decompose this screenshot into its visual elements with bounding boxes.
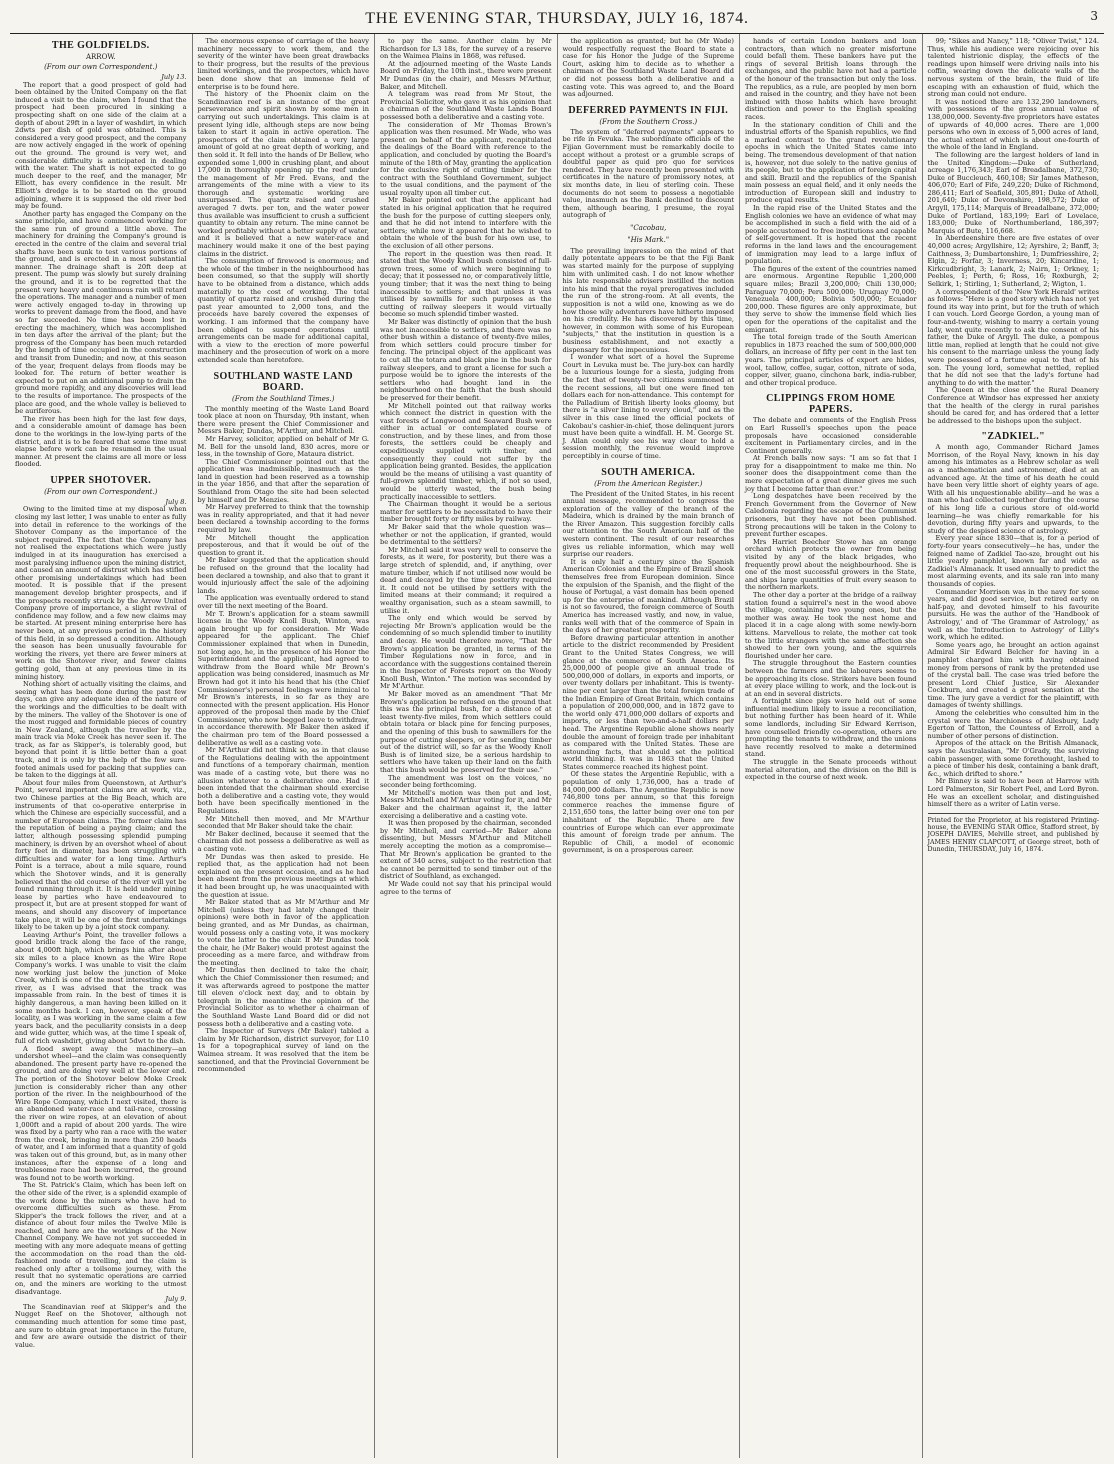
article-paragraph: The Chairman thought it would be a serious matter for settlers to be necessitated to have their timber brought forty or fifty miles by railway.	[380, 500, 552, 524]
article-paragraph: The debate and comments of the English Press on Earl Russell's speeches upon the peace proposals have occasioned considerable excitement in Parliamentary circles, and in the Continent generally.	[745, 416, 917, 455]
column-1	[10, 34, 193, 1458]
article-paragraph: The report that a good prospect of gold had been obtained by the United Company on the flat induced a visit to the claim, when I found that the prospect had been procured in sinking a prospecting shaft on one side of the claim at a depth of about 29ft in a layer of washdirt, in which 2dwts per dish of gold was obtained. This is considered a very good prospect, and the company are now actively engaged in the work of opening out the ground. The ground is very wet, and considerable difficulty is anticipated in dealing with the water. The shaft is not expected to go much deeper to the reef, and the manager, Mr Elliott, has every confidence in the result. Mr Elliott's dredge is to be started on the ground adjoining, where it is supposed the old river bed may be found.	[15, 80, 187, 211]
signature-line: "His Mark."	[627, 235, 670, 244]
article-paragraph: Mr Baker said that the whole question was—whether or not the application, if granted, would be detrimental to the settlers?	[380, 523, 552, 547]
article-paragraph: Mr Baker declined, because it seemed that the chairman did not possess a deliberative as well as a casting vote.	[197, 829, 369, 853]
article-paragraph: At French balls now says: "I am so fat that I pray for a disappointment to make me thin. No sooner does the disappointment come than the mere expectation of a great dinner gives me such joy that I become fatter than ever."	[745, 454, 917, 493]
article-heading: THE GOLDFIELDS.	[51, 40, 150, 51]
article-paragraph: Mr Dundas then declined to take the chair, which the Chief Commissioner then resumed; and it was afterwards agreed to postpone the matter till eleven o'clock next day, and to obtain by telegraph in the meantime the opinion of the Provincial Solicitor as to whether a chairman of the Southland Waste Land Board did or did not possess both a deliberative and a casting vote.	[197, 966, 369, 1028]
article-paragraph: The only end which would be served by rejecting Mr Brown's application would be the condemning of so much splendid timber to inutility and decay. He would therefore move, "That Mr Brown's application be granted, in terms of the Timber Regulations now in force, and in accordance with the suggestions contained therein in the Inspector of Forests report on the Woody Knoll Bush, Winton." The motion was seconded by Mr M'Arthur.	[380, 614, 552, 691]
article-paragraph: Mr Mitchell's motion was then put and lost, Messrs Mitchell and M'Arthur voting for it, and Mr Baker and the chairman against it, the latter exercising a deliberative and a casting vote.	[380, 788, 552, 820]
column-4	[558, 34, 741, 1458]
article-paragraph: It was noticed there are 132,290 landowners, with possessions of the gross annual value of 138,000,000. Seventy-five proprietors have estates of upwards of 40,000 acres. There are 1,000 persons who own in excess of 5,000 acres of land, the actual extent of which is about one-fourth of the whole of the land in England.	[927, 97, 1099, 152]
article-heading: CLIPPINGS FROM HOME PAPERS.	[766, 393, 896, 416]
article-paragraph: Mr Mitchell then moved, and Mr M'Arthur seconded that Mr Baker should take the chair.	[197, 814, 369, 831]
article-paragraph: A month ago, Commander Richard James Morrison, of the Royal Navy, known in his day among his intimates as a Hebrew scholar as well as a mathematician and astronomer, died at an advanced age. At the time of his death he could have been very little short of eighty years of age. With all his unquestionable ability—and he was a man who had collected together during the course of his long life a curious store of old-world learning—he was chiefly remarkable for his devotion, during fifty years and upwards, to the study of the despised science of astrology.	[927, 443, 1099, 535]
column-3	[375, 34, 558, 1458]
article-source: (From our own Correspondent.)	[44, 487, 158, 496]
article-paragraph: The President of the United States, in his recent annual message, recommended to congress the exploration of the valley of the branch of the Madeira, which is drained by the main branch of the River Amazon. This suggestion forcibly calls our attention to the South American half of the western continent. The result of our researches gives us reliable information, which may well surprise our readers.	[562, 489, 734, 559]
article-paragraph: A fortnight since pigs were held out of some influential medium likely to issue a reconciliation, but nothing further has been heard of it. While some landlords, including Sir Edward Kerrison, have counselled friendly co-operation, others are prompting the tenants to withdraw, and the unions have recently resolved to make a determined stand.	[745, 697, 917, 759]
article-paragraph: Before drawing particular attention in another article to the district recommended by President Grant to the United States Congress, we will glance at the commerce of South America. Its 25,000,000 of people give an annual trade of 500,000,000 of dollars, in exports and imports, or over twenty dollars per inhabitant. This is twenty-nine per cent larger than the total foreign trade of the Indian Empire of Great Britain, which contains a population of 200,000,000, and in 1872 gave to the world only 471,000,000 dollars of exports and imports, or less than two-and-a-half dollars per head. The Argentine Republic alone shows nearly double the amount of foreign trade per inhabitant as compared with the United States. These are astounding facts, that should set the political world thinking. It was in 1863 that the United States commerce reached its highest point.	[562, 633, 734, 771]
article-paragraph: The prevailing impression on the mind of that daily potentate appears to be that the Fiji Bank was started mainly for the purpose of supplying him with unlimited cash. I do not know whether his late responsible advisers instilled the notion into his mind that the royal prerogatives included the run of the strong-room. At all events, the supposition is not a wild one, knowing as we do how those wily adventurers have hitherto imposed on his credulity. He has discovered by this time, however, in common with some of his European "subjects," that the institution in question is a business establishment, and not exactly a dispensary for the impecunious.	[562, 246, 734, 354]
article-paragraph: Mr M'Arthur did not think so, as in that clause of the Regulations dealing with the appointment and functions of a temporary chairman, mention was made of a casting vote, but there was no allusion whatever to a deliberative one. Had it been intended that the chairman should exercise both a deliberative and a casting vote, they would both have been specifically mentioned in the Regulations.	[197, 746, 369, 815]
printer-imprint	[928, 813, 1100, 853]
article-heading: SOUTH AMERICA.	[601, 466, 696, 478]
article-paragraph: The consideration of Mr Thomas Brown's application was then resumed. Mr Wade, who was present on behalf of the applicant, recapitulated the dealings of the Board with reference to the application, and concluded by quoting the Board's minute of the 18th of May, granting the application for the exclusive right of cutting timber for the contract with the Southland Government, subject to the usual conditions, and the payment of the usual royalty upon all timber cut.	[380, 120, 552, 197]
article-paragraph: Among the celebrities who consulted him in the crystal were the Marchioness of Ailesbury, Lady Egerton of Tatton, the Countess of Erroll, and a number of other persons of distinction.	[927, 709, 1099, 740]
article-paragraph: The monthly meeting of the Waste Land Board took place at noon on Thursday, 9th instant, when there were present the Chief Commissioner and Messrs Baker, Dundas, M'Arthur, and Mitchell.	[197, 404, 369, 436]
article-paragraph: The Inspector of Surveys (Mr Baker) tabled a claim by Mr Richardson, district surveyor, for L10 1s for a topographical survey of land on the Waimea stream. It was resolved that the item be sanctioned, and that the Provincial Government be recommended	[197, 1027, 369, 1074]
article-paragraph: A telegram was read from Mr Stout, the Provincial Solicitor, who gave it as his opinion that a chairman of the Southland Waste Lands Board possessed both a deliberative and a casting vote.	[380, 90, 552, 121]
article-paragraph: Another party has engaged the Company on the same principle, and have commenced working for the same run of ground a little above. The machinery for draining the Company's ground is erected in the centre of the claim and several trial shafts have been sunk to test various portions of the ground, and is erected in a most substantial manner. The drainage shaft is 20ft deep at present. The pump was slowly but surely draining the ground, and it is to be regretted that the present very heavy and continuous rain will retard the operations. The manager and a number of men were actively engaged to-day in throwing up works to prevent damage from the flood, and have so far succeeded. No time has been lost in erecting the machinery, which was accomplished in ten days after the arrival of the plant; but the progress of the Company has been much retarded by the length of time occupied in the construction and transit from Dunedin; and now, at this season of the year, frequent delays from floods may be looked for. The return of better weather is expected to put on an additional pump to drain the ground more rapidly, and any discoveries will lead to the results of importance. The prospects of the place are good, and the whole valley is believed to be auriferous.	[15, 209, 187, 416]
article-paragraph: The other day a porter at the bridge of a railway station found a squirrel's nest in the wood above the village, containing two young ones, but the mother was away. He took the nest home and placed it in a cage along with some newly-born kittens. Marvellous to relate, the mother cat took to the little strangers with the same affection she showed to her own young, and the squirrels flourished under her care.	[745, 590, 917, 660]
article-paragraph: It was then proposed by the chairman, seconded by Mr Mitchell, and carried—Mr Baker alone dissenting, but Messrs M'Arthur and Mitchell merely accepting the motion as a compromise—That Mr Brown's application be granted to the extent of 340 acres, subject to the restriction that he cannot be permitted to send timber out of the district of Southland, as exchanged.	[380, 819, 552, 881]
article-source: (From the American Register.)	[594, 479, 703, 488]
article-source: (From the Southland Times.)	[232, 394, 335, 403]
dateline: July 13.	[161, 73, 187, 81]
article-paragraph: Mr Baker pointed out that the applicant had stated in his original application that he required the bush for the purpose of cutting sleepers only, and that he did not intend to interfere with the settlers; while now it appeared that he wished to obtain the whole of the bush for his own use, to the exclusion of all other persons.	[380, 196, 552, 251]
article-paragraph: The Chief Commissioner pointed out that the application was inadmissible, inasmuch as the land in question had been reserved as a township in the year 1856, and that after the separation of Southland from Otago the site had been selected by himself and Dr Menzies.	[197, 457, 369, 504]
column-6	[923, 34, 1105, 1458]
article-paragraph: Nothing short of actually visiting the claims, and seeing what has been done during the past few days, can give any adequate idea of the nature of the workings and the difficulties to be dealt with by the miners. The valley of the Shotover is one of the most rugged and formidable pieces of country in New Zealand, although the traveller by the main track via Moke Creek has never seen it. The track, as far as Skipper's, is tolerably good, but beyond that point it is little better than a goat track, and it is only by the help of the few sure-footed animals used for packing that supplies can be taken to the diggings at all.	[15, 680, 187, 780]
article-subhead: ARROW.	[85, 53, 116, 61]
article-heading: UPPER SHOTOVER.	[50, 474, 152, 486]
article-paragraph: Of these states the Argentine Republic, with a population of only 1,736,000, has a trade of 84,000,000 dollars. The Argentine Republic is now 746,800 tons per annum, so that this foreign commerce reaches the immense figure of 2,151,650 tons, the latter being over one ton per inhabitant of the Republic. There are few countries of Europe which can ever approximate this amount of foreign trade per annum. The Republic of Chili, a model of economic government, is on a prosperous career.	[562, 770, 734, 855]
article-paragraph: 99; "Sikes and Nancy," 118; "Oliver Twist," 124. Thus, while his audience were rejoicing over his talented histrionic display, the effects of the readings upon himself were driving nails into his coffin, wearing down the delicate walls of the nervous system of the brain, the fluid of life escaping with an exhaustion of fluid, which the strong man could not endure.	[927, 37, 1099, 99]
article-paragraph: Mr T. Brown's application for a steam sawmill license in the Woody Knoll Bush, Winton, was again brought up for consideration. Mr Wade appeared for the applicant. The Chief Commissioner explained that when in Dunedin, not long ago, he, in the presence of his Honor the Superintendent and the applicant, had agreed to withdraw from the Board while Mr Brown's application was being considered, inasmuch as Mr Brown had got it into his head that his (the Chief Commissioner's) personal feelings were inimical to Mr Brown's interests, in so far as they are connected with the present application. His Honor approved of the proposal then made by the Chief Commissioner, who now begged leave to withdraw, in accordance therewith. Mr Baker then asked if the chairman pro tem of the Board possessed a deliberative as well as a casting vote.	[197, 609, 369, 747]
signature-line: "Cacobau,	[630, 223, 667, 232]
dateline: July 9.	[165, 1295, 187, 1304]
article-paragraph: Long despatches have been received by the French Government from the Governor of New Caledonia regarding the escape of the Communist prisoners, but they have not been published. Strong precautions will be taken in the Colony to prevent further escapes.	[745, 492, 917, 539]
article-heading: "ZADKIEL."	[981, 431, 1046, 443]
page-number: 3	[1090, 9, 1098, 23]
article-paragraph: About four miles from Queenstown, at Arthur's Point, several important claims are at work, viz., two Chinese parties at the Big Beach, which are instruments of that co-operative enterprise in which the Chinese are especially successful, and a number of European claims. The former claim has the reputation of being a paying claim; and the latter, although possessing splendid pumping machinery, is driven by an overshot wheel of about forty feet in diameter, has been struggling with difficulties and water for a long time. Arthur's Point is a terrace, about a mile square, round which the Shotover winds, and it is generally believed that the old course of the river will yet be found running through it. It is held under mining lease by parties who have endeavoured to prospect it, but are at present stopped for want of means, and should any discovery of importance take place, it will be one of the first undertakings likely to be taken up by a joint stock company.	[15, 778, 187, 932]
masthead-title: THE EVENING STAR, THURSDAY, JULY 16, 1874.	[365, 10, 749, 27]
column-2	[193, 34, 376, 1458]
imprint-text: Printed for the Proprietor, at his registered Printing-house, the EVENING STAR Office, Stafford street, by JOSEPH DAVIES, Melville street, and published by JAMES HENRY CLAPCOTT, of George street, both of Dunedin, THURSDAY, July 16, 1874.	[927, 816, 1099, 853]
column-container	[10, 34, 1104, 1454]
article-paragraph: Mr Wade could not say that his principal would agree to the terms of	[380, 879, 552, 896]
article-paragraph: Mr Mitchell pointed out that railway works which connect the district in question with the vast forests of Longwood and Seaward Bush were either in actual or contemplated course of construction, and by these lines, and from those forests, the settlers could be cheaply and expeditiously supplied with timber, and consequently they could not suffer by the application being granted. Besides, the application would be the means of utilising a vast quantity of full-grown splendid timber, which, if not so used, would be utterly wasted, the bush being practically inaccessible to settlers.	[380, 401, 552, 501]
article-paragraph: The figures of the extent of the countries named are enormous. Argentine Republic 1,200,000 square miles; Brazil 3,200,000; Chili 130,000; Paraguay 70,000; Peru 500,000; Uruguay 70,000; Venezuela 400,000; Bolivia 500,000; Ecuador 200,000. These figures are only approximate, but they serve to show the immense field which lies open for the operations of the capitalist and the emigrant.	[745, 264, 917, 334]
article-source: (From our own Correspondent.)	[44, 63, 158, 71]
article-paragraph: The struggle throughout the Eastern counties between the farmers and the labourers seems to be approaching its close. Strikers have been found at every place willing to work, and the lock-out is at an end in several districts.	[745, 659, 917, 698]
article-paragraph: to pay the same. Another claim by Mr Richardson for L3 18s, for the survey of a reserve on the Waimea Plains in 1868, was refused.	[380, 37, 552, 61]
article-paragraph: The enormous expense of carriage of the heavy machinery necessary to work them, and the severity of the winter have been great drawbacks to their progress, but the results of the previous limited workings, and the prospectors, which have been done show that an immense field of enterprise is to be found here.	[197, 37, 369, 91]
article-paragraph: In Aberdeenshire there are five estates of over 40,000 acres; Argyllshire, 12; Ayrshire, 2; Banff, 3; Caithness, 3; Dumbartonshire, 1; Dumfriesshire, 2; Elgin, 2; Forfar, 3; Inverness, 20; Kincardine, 1; Kirkcudbright, 3; Lanark, 2; Nairn, 1; Orkney, 1; Peebles, 1; Perth, 6; Ross, 16; Roxburgh, 2; Selkirk, 1; Stirling, 1; Sutherland, 2; Wigton, 1.	[927, 234, 1099, 288]
article-paragraph: Every year since 1830—that is, for a period of forty-four years consecutively—he has, under the feigned name of Zadkiel Tao-sze, brought out his little yearly pamphlet, known far and wide as Zadkiel's Almanack. It used annually to predict the most alarming events, and its sale ran into many thousands of copies.	[927, 534, 1099, 588]
article-paragraph: hands of certain London bankers and loan contractors, than which no greater misfortune could befall them. These bankers have put the rings of several British loans through the exchanges, and the public have not had a particle of the honour of the transaction but only the loss. The republics, as a rule, are peopled by men born and raised in the country, and they have not been imbued with those habits which have brought distinction and power to the English speaking races.	[745, 37, 917, 121]
article-paragraph: The total foreign trade of the South American republics in 1873 reached the sum of 500,000,000 dollars, an increase of fifty per cent in the last ten years. The principal articles of export are hides, wool, tallow, coffee, sugar, cotton, nitrate of soda, copper, silver, guano, cinchona bark, india-rubber, and other tropical produce.	[745, 333, 917, 387]
article-paragraph: A flood swept away the machinery—an undershot wheel—and the claim was consequently abandoned. The present party have re-opened the ground, and are doing very well at the lower end. The portion of the Shotover below Moke Creek junction is considerably richer than any other portion of the river. In the neighbourhood of the Wire Rope Company, which I next visited, there is an abandoned water-race and tail-race, crossing the river on wire ropes, at an elevation of about 1,000ft and a rapid of about 200 yards. The wire was fixed by a party who ran a race with the water from the creek, bringing in more than 250 heads of water, and I am informed that a quantity of gold was taken out of this ground, but, as in many other instances, after the expense of a long and troublesome race had been incurred, the ground was found not to be worth working.	[15, 1044, 187, 1182]
article-paragraph: Owing to the limited time at my disposal when closing my last letter, I was unable to enter as fully into detail in reference to the workings of the Shotover Company as the importance of the subject required. The fact that the Company has not realised the expectations which were justly indulged in at its inauguration has exercised a most paralysing influence upon the mining district, and caused an amount of distrust which has stifled other promising undertakings which had been mooted. It is possible that if the present management develop brighter prospects, and if the prospects recently struck by the Arrow United Company prove of importance, a slight revival of confidence may follow, and a few new claims may be started. At present mining enterprise here has never been, at any previous period in the history of this field, in so depressed a condition. Although the season has been unusually favourable for working the rivers, yet there are fewer miners at work on the Shotover river, and fewer claims getting gold, than at any previous time in its mining history.	[15, 505, 187, 681]
article-paragraph: Mr Binney is said to have been at Harrow with Lord Palmerston, Sir Robert Peel, and Lord Byron. He was an excellent scholar, and distinguished himself there as a writer of Latin verse.	[927, 777, 1099, 809]
article-paragraph: The river has been high for the last few days, and a considerable amount of damage has been done to the workings in the low-lying parts of the district, and it is to be feared that some time must elapse before work can be resumed in the usual manner. At present the claims are all more or less flooded.	[15, 414, 187, 469]
article-paragraph: The Scandinavian reef at Skipper's and the Nugget Reef on the Shotover, although not commanding much attention for some time past, are sure to obtain great importance in the future, and few are aware outside the district of their value.	[15, 1302, 187, 1349]
article-paragraph: A correspondent of the 'New York Herald' writes as follows: "Here is a good story which has not yet found its way into print, but for the truth of which I can vouch. Lord George Gordon, a young man of four-and-twenty, wishing to marry a certain young lady, went quite recently to ask the consent of his father, the Duke of Argyll. The duke, a pompous little man, replied at length that he could not give his consent to the marriage unless the young lady were possessed of a fortune equal to that of his son. The young lord, somewhat nettled, replied that he did not see that the lady's fortune had anything to do with the matter."	[927, 287, 1099, 387]
article-paragraph: Mr Baker moved as an amendment "That Mr Brown's application be refused on the ground that this was the principal bush, for a distance of at least twenty-five miles, from which settlers could obtain totara or black pine for fencing purposes, and the opening of this bush to sawmillers for the purpose of cutting sleepers, or for sending timber out of the district will, so far as the Woody Knoll Bush is of limited size, be a serious hardship to settlers who have taken up their land on the faith that this bush would be preserved for their use."	[380, 690, 552, 774]
column-5	[740, 34, 923, 1458]
article-paragraph: The struggle in the Senate proceeds without material alteration, and the division on the Bill is expected in the course of next week.	[745, 758, 917, 782]
article-paragraph: Mr Harvey preferred to think that the township was in reality appropriated, and that it had never been declared a township according to the forms required by law.	[197, 503, 369, 535]
article-paragraph: Mr Baker stated that as Mr M'Arthur and Mr Mitchell (unless they had lately changed their opinions) were both in favor of the application being granted, and as Mr Dundas, as chairman, would possess only a casting vote, it was mockery to vote the latter to the chair. If Mr Dundas took the chair, he (Mr Baker) would protest against the proceeding as a mere farce, and withdraw from the meeting.	[197, 898, 369, 967]
article-paragraph: At the adjourned meeting of the Waste Lands Board on Friday, the 10th inst., there were present Mr Dundas (in the chair), and Messrs M'Arthur, Baker, and Mitchell.	[380, 59, 552, 91]
article-paragraph: The application was eventually ordered to stand over till the next meeting of the Board.	[197, 594, 369, 610]
article-paragraph: Some years ago, he brought an action against Admiral Sir Edward Belcher for having in a pamphlet charged him with having obtained money from persons of rank by the pretended use of the crystal ball. The case was tried before the present Lord Chief Justice, Sir Alexander Cockburn, and created a great sensation at the time. The jury gave a verdict for the plaintiff, with damages of twenty shillings.	[927, 640, 1099, 710]
article-paragraph: Mr Dundas was then asked to preside. He replied that, as the application had not been explained on the present occasion, and as he had been absent from the previous meetings at which it had been brought up, he was unacquainted with the question at issue.	[197, 852, 369, 899]
article-paragraph: The Queen at the close of the Rural Deanery Conference at Windsor has expressed her anxiety that the health of the clergy in rural parishes should be cared for, and has ordered that a letter be addressed to the bishops upon the subject.	[927, 386, 1099, 425]
article-paragraph: Apropos of the attack on the British Almanack, says the Australasian, "Mr O'Grady, the surviving cabin passenger, with some forethought, lashed to a piece of timber his desk, containing a bank draft, &c., which drifted to shore."	[927, 739, 1099, 778]
article-paragraph: Leaving Arthur's Point, the traveller follows a good bridle track along the face of the range, about 4,000ft high, which brings him after about six miles to a place known as the Wire Rope Company's works. I was unable to visit the claim now working just below the junction of Moke Creek, which is one of the most interesting on the river, as I was advised that the track was impassable from rain. In the best of times it is highly dangerous, a man having been killed on it some months back. I can, however, speak of the locality, as I was working in the same claim a few years back, and the peculiarity consists in a deep and wide gutter, which was, at the time I speak of, full of rich washdirt, giving about 5dwt to the dish.	[15, 930, 187, 1046]
article-paragraph: The St. Patrick's Claim, which has been left on the other side of the river, is a splendid example of the work done by the miners who have had to overcome difficulties such as these. From Skipper's the track follows the river, and at a distance of about four miles the Twelve Mile is reached, and here are the workings of the New Channel Company. We have not yet succeeded in meeting with any more adequate means of getting the accommodation on the road than the old-fashioned mode of travelling, and the claim is reached only after a toilsome journey, with the result that no systematic operations are carried on, and the miners are working to the utmost disadvantage.	[15, 1181, 187, 1296]
article-paragraph: Mr Mitchell said it was very well to conserve the forests, as it were, for posterity, but there was a large stretch of splendid, and, if anything, over mature timber, which if not utilised now would be dead and decayed by the time posterity required it. It could not be utilised by settlers with the limited means at their command; it required a wealthy organisation, such as a steam sawmill, to utilise it.	[380, 545, 552, 615]
article-paragraph: The system of "deferred payments" appears to be rife in Fevuka. The subordinate officials of the Fijian Government must be remarkably docile to accept without a protest or a grumble scraps of doubtful paper as quid pro quo for services rendered. They have recently been presented with certificates in the nature of promissory notes, at six months date, in lieu of sterling coin. These documents do not seem to possess a negotiable value, inasmuch as the Bank declined to discount them, although bearing, I presume, the royal autograph of	[562, 127, 734, 220]
article-source: (From the Southern Cross.)	[599, 117, 698, 126]
article-paragraph: The history of the Phoenix claim on the Scandinavian reef is an instance of the great perseverance and spirit shown by some men in carrying out such undertakings. This claim is at present lying idle, although steps are now being taken to start it again in active operation. The prospectors of the claim obtained a very large amount of gold at no great depth of working, and then sold it. It fell into the hands of Dr Bellew, who expended some 1,000 in crushing plant, and about 17,000 in thoroughly opening up the reef under the management of Mr Fred. Evans, and the arrangements of the mine with a view to its thorough and systematic working are unsurpassed. The quartz raised and crushed averaged 7 dwts. per ton, and the water power thus available was insufficient to crush a sufficient quantity to obtain any return. The mine cannot be worked profitably without a better supply of water, and it is believed that a new water-race and machinery would make it one of the best paying claims in the district.	[197, 90, 369, 258]
article-paragraph: Commander Morrison was in the navy for some years, and did good service, but retired early on half-pay, and devoted himself to his favourite pursuits. He was the author of the 'Handbook of Astrology,' and of 'The Grammar of Astrology,' as well as the 'Introduction to Astrology' of Lilly's work, which he edited.	[927, 587, 1099, 642]
article-paragraph: The amendment was lost on the voices, no seconder being forthcoming.	[380, 773, 552, 790]
article-paragraph: The report in the question was then read. It stated that the Woody Knoll bush consisted of full-grown trees, some of which were beginning to decay; that it possessed no, or comparatively little, young timber; that it was the next thing to being inaccessible to settlers; and that unless it was utilised by sawmills for such purposes as the cutting of railway sleepers it would virtually become so much splendid timber wasted.	[380, 249, 552, 319]
article-paragraph: In the rapid rise of the United States and the English colonies we have an evidence of what may be accomplished in such a field with the aid of a people accustomed to free institutions and capable of self-government. It is hoped that the recent reforms in the land laws and the encouragement of immigration may lead to a large influx of population.	[745, 204, 917, 266]
article-paragraph: The consumption of firewood is enormous; and the whole of the timber in the neighbourhood has been consumed, so that the supply will shortly have to be obtained from a distance, which adds materially to the cost of working. The total quantity of quartz raised and crushed during the past year amounted to 2,000 tons, and the proceeds have barely covered the expenses of working. I am informed that the company have been obliged to suspend operations until arrangements can be made for additional capital, with a view to the erection of more powerful machinery and the prosecution of work on a more extended scale than heretofore.	[197, 257, 369, 364]
article-paragraph: It is only half a century since the Spanish American Colonies and the Empire of Brazil shook themselves free from European dominion. Since the expulsion of the Spanish, and the flight of the house of Portugal, a vast domain has been opened up for the enterprise of mankind. Although Brazil is not so favoured, the foreign commerce of South America has increased vastly, and now, in value, ranks well with that of the commerce of Spain in the days of her greatest prosperity.	[562, 557, 734, 635]
article-paragraph: Mr Mitchell thought the application preposterous, and that it would be out of the question to grant it.	[197, 533, 369, 557]
article-paragraph: I wonder what sort of a hovel the Supreme Court in Levuka must be. The jury-box can hardly be a luxurious lounge for a siesta, judging from the fact that of twenty-two citizens summoned at the recent sessions, all but one were fined ten dollars each for non-attendance. This contempt for the Palladium of British liberty looks gloomy, but there is "a silver lining to every cloud," and as the silver in this case lined the official pockets of Cakobau's cashier-in-chief, those delinquent jurors must have been quite a windfall. H. M. George St. J. Allan could only see his way clear to hold a session monthly, the revenue would improve perceptibly in course of time.	[562, 353, 734, 460]
article-paragraph: The following are the largest holders of land in the United Kingdom:—Duke of Sutherland, acreage 1,176,343; Earl of Breadalbane, 372,730; Duke of Buccleuch, 460,108; Sir James Matheson, 406,070; Earl of Fife, 249,220; Duke of Richmond, 286,411; Earl of Seafield, 305,891; Duke of Atholl, 201,640; Duke of Devonshire, 198,572; Duke of Argyll, 175,114; Marquis of Breadalbane, 372,000; Duke of Portland, 183,199; Earl of Lovelace, 183,000; Duke of Northumberland, 186,397; Marquis of Bute, 116,668.	[927, 150, 1099, 235]
article-paragraph: Mr Harvey, solicitor, applied on behalf of Mr G. M. Bell for the unsold land, 830 acres, more or less, in the township of Gore, Mataura district.	[197, 434, 369, 459]
dateline: July 8.	[165, 497, 187, 506]
article-paragraph: Mr Baker suggested that the application should be refused on the ground that the locality had been declared a township, and also that to grant it would injuriously affect the sale of the adjoining lands.	[197, 556, 369, 595]
masthead	[10, 8, 1104, 34]
article-paragraph: Mr Baker was distinctly of opinion that the bush was not inaccessible to settlers, and there was no other bush within a distance of twenty-five miles, from which settlers could procure timber for fencing. The principal object of the applicant was to cut all the totara and black pine in the bush for railway sleepers, and to grant a license for such a purpose would be to ignore the interests of the settlers who had bought land in the neighbourhood on the faith that the bush should be preserved for their benefit.	[380, 317, 552, 402]
article-paragraph: the application as granted; but he (Mr Wade) would respectfully request the Board to state a case for his Honor the Judge of the Supreme Court, asking him to decide as to whether a chairman of the Southland Waste Land Board did or did not possess both a deliberative and a casting vote. This was agreed to, and the Board was adjourned.	[562, 37, 734, 99]
article-paragraph: In the stationary condition of Chili and the industrial efforts of the Spanish republics, we find a marked contrast to the grand revolutionary epochs in which the United States came into being. The tremendous development of that nation is, however, not due solely to the native genius of its people, but to the application of foreign capital and skill. Brazil and the republics of the Spanish main possess an equal field, and it only needs the introduction of European skill and industry to produce equal results.	[745, 120, 917, 205]
article-heading: DEFERRED PAYMENTS IN FIJI.	[568, 104, 729, 116]
article-heading: SOUTHLAND WASTE LAND BOARD.	[213, 370, 353, 393]
article-paragraph: Mrs Harriet Beecher Stowe has an orange orchard which protects the owner from being visited by any of the black brigades, who frequently prowl about the neighbourhood. She is one of the most successful growers in the State, and ships large quantities of fruit every season to the northern markets.	[745, 537, 917, 592]
